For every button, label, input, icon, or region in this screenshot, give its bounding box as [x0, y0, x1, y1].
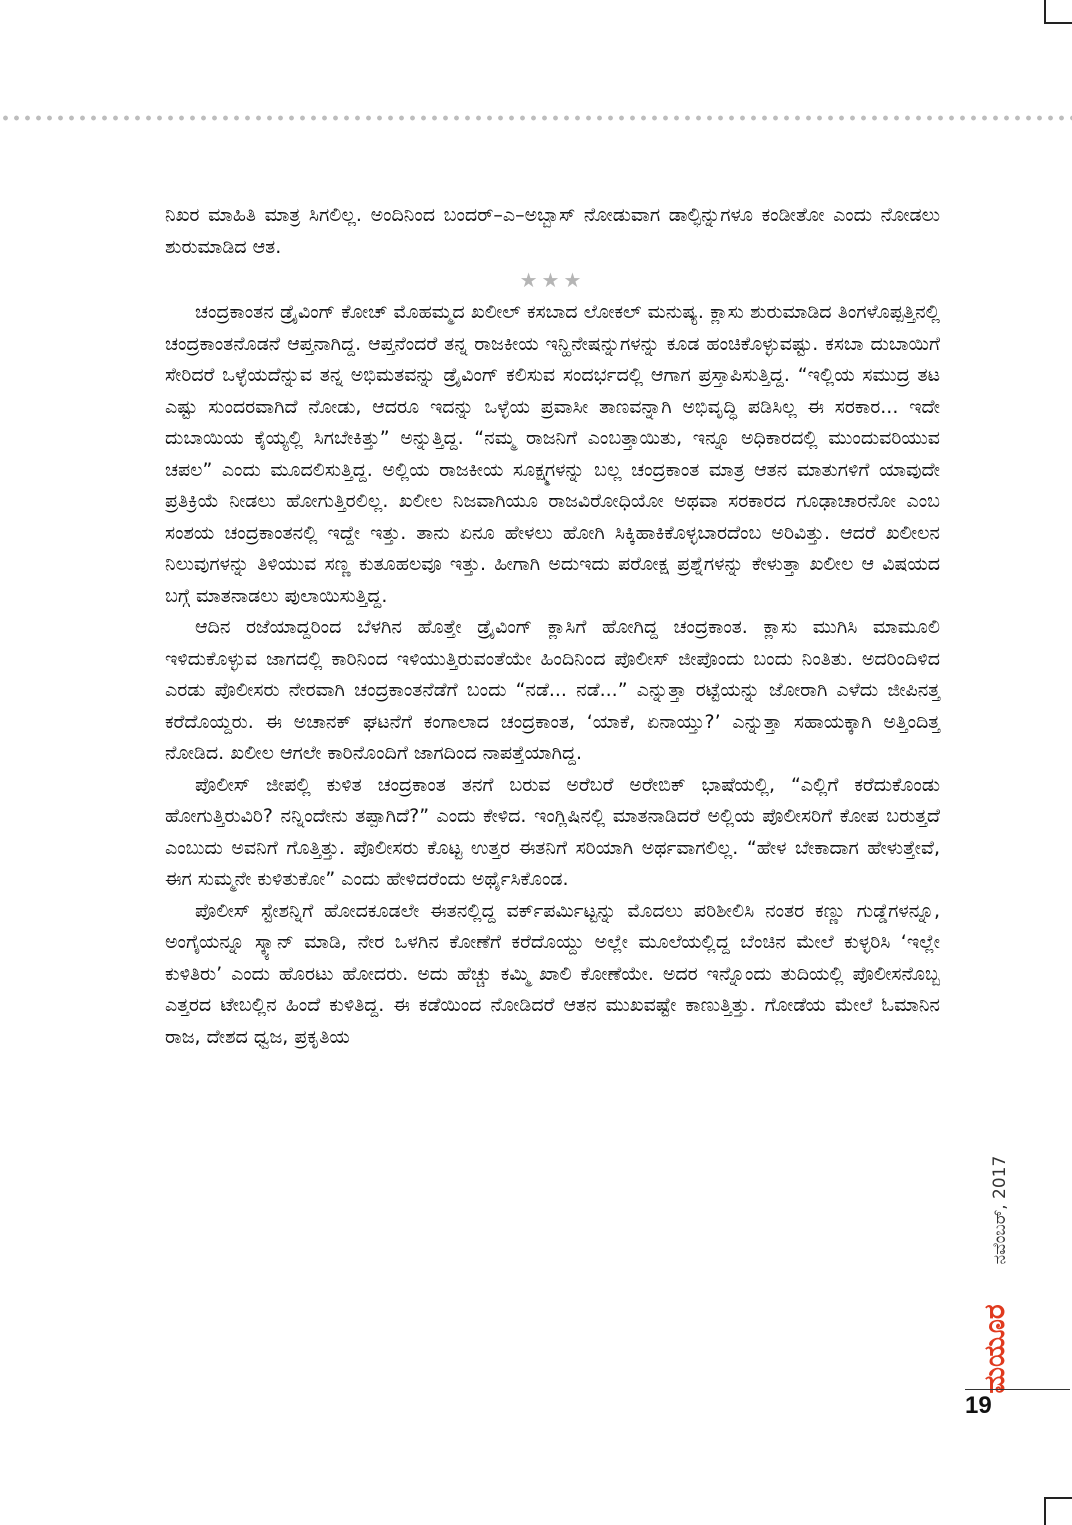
page-number-rule	[965, 1389, 1070, 1390]
article-body	[165, 200, 940, 1053]
paragraph: ಚಂದ್ರಕಾಂತನ ಡ್ರೈವಿಂಗ್ ಕೋಚ್ ಮೊಹಮ್ಮದ ಖಲೀಲ್ ಕಸಬಾದ ಲೋಕಲ್ ಮನುಷ್ಯ. ಕ್ಲಾಸು ಶುರುಮಾಡಿದ ತಿಂಗಳೊಪ್ಪತ್ತಿನಲ್ಲಿ ಚಂದ್ರಕಾಂತನೊಡನೆ ಆಪ್ತನಾಗಿದ್ದ. ಆಪ್ತನೆಂದರೆ ತನ್ನ ರಾಜಕೀಯ ಇನ್ಹಿನೇಷನ್ನುಗಳನ್ನು ಕೂಡ ಹಂಚಿಕೊಳ್ಳುವಷ್ಟು. ಕಸಬಾ ದುಬಾಯಿಗೆ ಸೇರಿದರೆ ಒಳ್ಳೆಯದೆನ್ನುವ ತನ್ನ ಅಭಿಮತವನ್ನು ಡ್ರೈವಿಂಗ್ ಕಲಿಸುವ ಸಂದರ್ಭದಲ್ಲಿ ಆಗಾಗ ಪ್ರಸ್ತಾಪಿಸುತ್ತಿದ್ದ. “ಇಲ್ಲಿಯ ಸಮುದ್ರ ತಟ ಎಷ್ಟು ಸುಂದರವಾಗಿದೆ ನೋಡು, ಆದರೂ ಇದನ್ನು ಒಳ್ಳೆಯ ಪ್ರವಾಸೀ ತಾಣವನ್ನಾಗಿ ಅಭಿವೃದ್ಧಿ ಪಡಿಸಿಲ್ಲ ಈ ಸರಕಾರ... ಇದೇ ದುಬಾಯಿಯ ಕೈಯ್ಯಲ್ಲಿ ಸಿಗಬೇಕಿತ್ತು” ಅನ್ನುತ್ತಿದ್ದ. “ನಮ್ಮ ರಾಜನಿಗೆ ಎಂಬತ್ತಾಯಿತು, ಇನ್ನೂ ಅಧಿಕಾರದಲ್ಲಿ ಮುಂದುವರಿಯುವ ಚಪಲ” ಎಂದು ಮೂದಲಿಸುತ್ತಿದ್ದ. ಅಲ್ಲಿಯ ರಾಜಕೀಯ ಸೂಕ್ಷ್ಮಗಳನ್ನು ಬಲ್ಲ ಚಂದ್ರಕಾಂತ ಮಾತ್ರ ಆತನ ಮಾತುಗಳಿಗೆ ಯಾವುದೇ ಪ್ರತಿಕ್ರಿಯೆ ನೀಡಲು ಹೋಗುತ್ತಿರಲಿಲ್ಲ. ಖಲೀಲ ನಿಜವಾಗಿಯೂ ರಾಜವಿರೋಧಿಯೋ ಅಥವಾ ಸರಕಾರದ ಗೂಢಾಚಾರನೋ ಎಂಬ ಸಂಶಯ ಚಂದ್ರಕಾಂತನಲ್ಲಿ ಇದ್ದೇ ಇತ್ತು. ತಾನು ಏನೂ ಹೇಳಲು ಹೋಗಿ ಸಿಕ್ಕಿಹಾಕಿಕೊಳ್ಳಬಾರದೆಂಬ ಅರಿವಿತ್ತು. ಆದರೆ ಖಲೀಲನ ನಿಲುವುಗಳನ್ನು ತಿಳಿಯುವ ಸಣ್ಣ ಕುತೂಹಲವೂ ಇತ್ತು. ಹೀಗಾಗಿ ಅದುಇದು ಪರೋಕ್ಷ ಪ್ರಶ್ನೆಗಳನ್ನು ಕೇಳುತ್ತಾ ಖಲೀಲ ಆ ವಿಷಯದ ಬಗ್ಗೆ ಮಾತನಾಡಲು ಪುಲಾಯಿಸುತ್ತಿದ್ದ.	[165, 301, 940, 607]
crop-mark-bottom	[1044, 1497, 1072, 1525]
magazine-logo: ಮಯೂರ	[978, 1304, 1011, 1394]
crop-mark-top	[1044, 0, 1072, 24]
dotted-divider	[0, 114, 1072, 122]
paragraph: ನಿಖರ ಮಾಹಿತಿ ಮಾತ್ರ ಸಿಗಲಿಲ್ಲ. ಅಂದಿನಿಂದ ಬಂದರ್–ಎ–ಅಬ್ಬಾಸ್ ನೋಡುವಾಗ ಡಾಲ್ಫಿನ್ನುಗಳೂ ಕಂಡೀತೋ ಎಂದು ನೋಡಲು ಶುರುಮಾಡಿದ ಆತ.	[165, 204, 940, 258]
paragraph: ಪೊಲೀಸ್ ಸ್ಟೇಶನ್ನಿಗೆ ಹೋದಕೂಡಲೇ ಈತನಲ್ಲಿದ್ದ ವರ್ಕ್‌ಪರ್ಮಿಟ್ಟನ್ನು ಮೊದಲು ಪರಿಶೀಲಿಸಿ ನಂತರ ಕಣ್ಣು ಗುಡ್ಡೆಗಳನ್ನೂ, ಅಂಗೈಯನ್ನೂ ಸ್ಕ್ಯಾನ್ ಮಾಡಿ, ನೇರ ಒಳಗಿನ ಕೋಣೆಗೆ ಕರೆದೊಯ್ದು ಅಲ್ಲೇ ಮೂಲೆಯಲ್ಲಿದ್ದ ಬೆಂಚಿನ ಮೇಲೆ ಕುಳ್ಳರಿಸಿ ‘ಇಲ್ಲೇ ಕುಳಿತಿರು’ ಎಂದು ಹೊರಟು ಹೋದರು. ಅದು ಹೆಚ್ಚು ಕಮ್ಮಿ ಖಾಲಿ ಕೋಣೆಯೇ. ಅದರ ಇನ್ನೊಂದು ತುದಿಯಲ್ಲಿ ಪೊಲೀಸನೊಬ್ಬ ಎತ್ತರದ ಟೇಬಲ್ಲಿನ ಹಿಂದೆ ಕುಳಿತಿದ್ದ. ಈ ಕಡೆಯಿಂದ ನೋಡಿದರೆ ಆತನ ಮುಖವಷ್ಟೇ ಕಾಣುತ್ತಿತ್ತು. ಗೋಡೆಯ ಮೇಲೆ ಓಮಾನಿನ ರಾಜ, ದೇಶದ ಧ್ವಜ, ಪ್ರಕೃತಿಯ	[165, 899, 940, 1048]
section-separator: ★★★	[519, 268, 586, 292]
sidebar	[965, 1080, 1025, 1394]
paragraph: ಆದಿನ ರಜೆಯಾದ್ದರಿಂದ ಬೆಳಗಿನ ಹೊತ್ತೇ ಡ್ರೈವಿಂಗ್ ಕ್ಲಾಸಿಗೆ ಹೋಗಿದ್ದ ಚಂದ್ರಕಾಂತ. ಕ್ಲಾಸು ಮುಗಿಸಿ ಮಾಮೂಲಿ ಇಳಿದುಕೊಳ್ಳುವ ಜಾಗದಲ್ಲಿ ಕಾರಿನಿಂದ ಇಳಿಯುತ್ತಿರುವಂತೆಯೇ ಹಿಂದಿನಿಂದ ಪೊಲೀಸ್ ಜೀಪೊಂದು ಬಂದು ನಿಂತಿತು. ಅದರಿಂದಿಳಿದ ಎರಡು ಪೊಲೀಸರು ನೇರವಾಗಿ ಚಂದ್ರಕಾಂತನೆಡೆಗೆ ಬಂದು “ನಡೆ... ನಡೆ...” ಎನ್ನುತ್ತಾ ರಟ್ಟೆಯನ್ನು ಜೋರಾಗಿ ಎಳೆದು ಜೀಪಿನತ್ತ ಕರೆದೊಯ್ದರು. ಈ ಅಚಾನಕ್ ಘಟನೆಗೆ ಕಂಗಾಲಾದ ಚಂದ್ರಕಾಂತ, ‘ಯಾಕೆ, ಏನಾಯ್ತು?’ ಎನ್ನುತ್ತಾ ಸಹಾಯಕ್ಕಾಗಿ ಅತ್ತಿಂದಿತ್ತ ನೋಡಿದ. ಖಲೀಲ ಆಗಲೇ ಕಾರಿನೊಂದಿಗೆ ಜಾಗದಿಂದ ನಾಪತ್ತೆಯಾಗಿದ್ದ.	[165, 616, 940, 764]
page-number: 19	[965, 1392, 992, 1419]
paragraph: ಪೊಲೀಸ್ ಜೀಪಲ್ಲಿ ಕುಳಿತ ಚಂದ್ರಕಾಂತ ತನಗೆ ಬರುವ ಅರೆಬರೆ ಅರೇಬಿಕ್ ಭಾಷೆಯಲ್ಲಿ, “ಎಲ್ಲಿಗೆ ಕರೆದುಕೊಂಡು ಹೋಗುತ್ತಿರುವಿರಿ? ನನ್ನಿಂದೇನು ತಪ್ಪಾಗಿದೆ?” ಎಂದು ಕೇಳಿದ. ಇಂಗ್ಲಿಷಿನಲ್ಲಿ ಮಾತನಾಡಿದರೆ ಅಲ್ಲಿಯ ಪೊಲೀಸರಿಗೆ ಕೋಪ ಬರುತ್ತದೆ ಎಂಬುದು ಅವನಿಗೆ ಗೊತ್ತಿತ್ತು. ಪೊಲೀಸರು ಕೊಟ್ಟ ಉತ್ತರ ಈತನಿಗೆ ಸರಿಯಾಗಿ ಅರ್ಥವಾಗಲಿಲ್ಲ. “ಹೇಳ ಬೇಕಾದಾಗ ಹೇಳುತ್ತೇವೆ, ಈಗ ಸುಮ್ಮನೇ ಕುಳಿತುಕೋ” ಎಂದು ಹೇಳಿದರೆಂದು ಅರ್ಥೈಸಿಕೊಂಡ.	[165, 773, 940, 890]
issue-date: ನವೆಂಬರ್, 2017	[990, 1155, 1010, 1265]
